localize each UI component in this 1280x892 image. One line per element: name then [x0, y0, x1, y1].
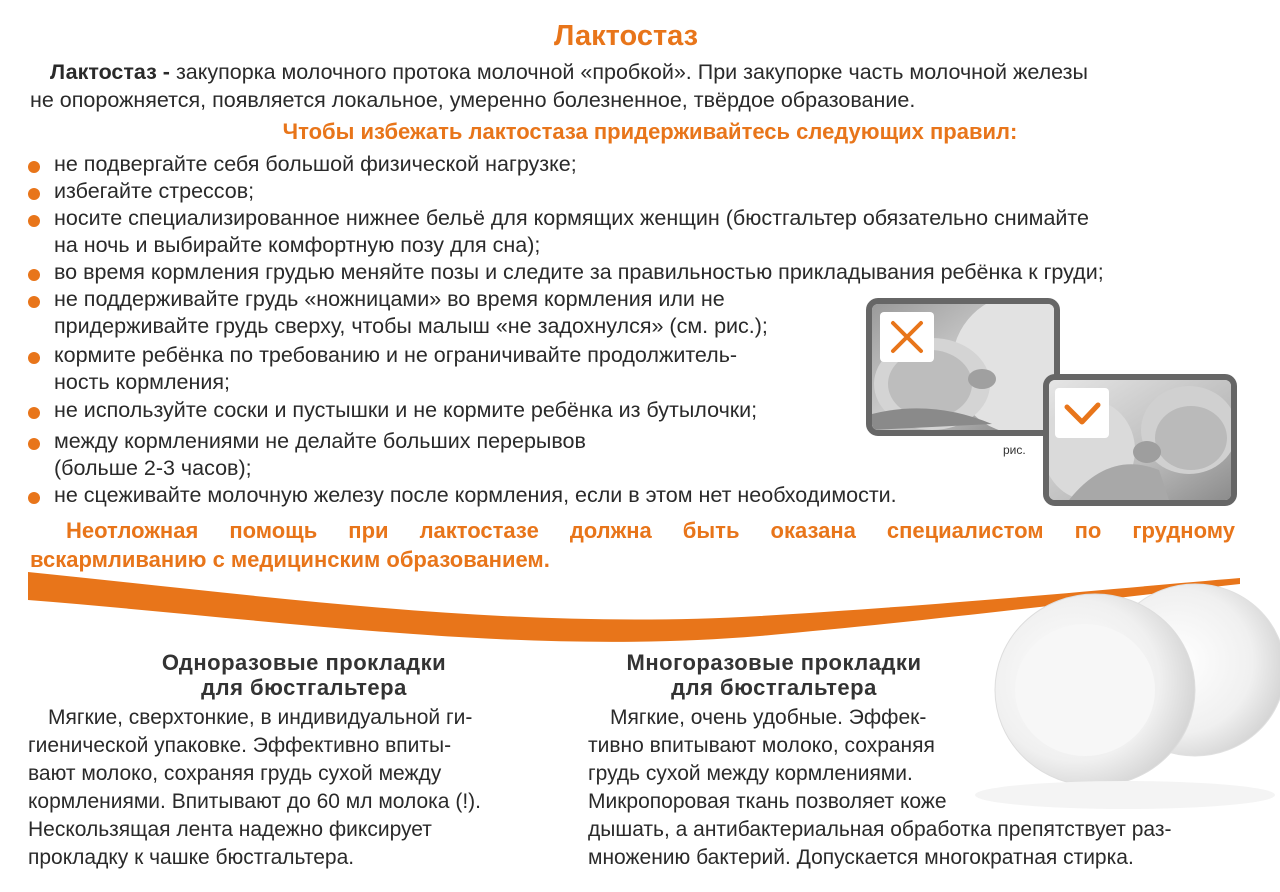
rule-text: не сцеживайте молочную железу после кормления, если в этом нет необходимости. — [54, 483, 897, 507]
reusable-description-line: тивно впитывают молоко, сохраняя — [588, 734, 935, 757]
photo-wrong-latch — [866, 298, 1060, 436]
disposable-description-line: гиенической упаковке. Эффективно впиты- — [28, 734, 452, 757]
intro-term: Лактостаз - — [50, 60, 170, 84]
bullet-dot-icon — [28, 492, 40, 504]
bullet-dot-icon — [28, 407, 40, 419]
urgent-line-1 — [30, 516, 1235, 545]
cross-icon — [887, 317, 927, 357]
urgent-word: быть — [682, 518, 740, 543]
bullet-dot-icon — [28, 161, 40, 173]
rule-text: во время кормления грудью меняйте позы и следите за правильностью прикладывания ребёнка к груди; — [54, 260, 1104, 284]
reusable-title-line-1: Многоразовые прокладки — [626, 650, 922, 675]
urgent-word: специалистом — [886, 518, 1044, 543]
intro-line-1-text: закупорка молочного протока молочной «пробкой». При закупорке часть молочной железы — [169, 60, 1088, 84]
reusable-description-line: Мягкие, очень удобные. Эффек- — [610, 706, 927, 729]
rule-text: не подвергайте себя большой физической нагрузке; — [54, 152, 577, 176]
rule-text: ность кормления; — [54, 370, 230, 394]
urgent-word: оказана — [770, 518, 856, 543]
page-title: Лактостаз — [553, 20, 699, 52]
disposable-title — [28, 650, 550, 700]
intro-line-2: не опорожняется, появляется локальное, умеренно болезненное, твёрдое образование. — [30, 88, 916, 112]
bullet-dot-icon — [28, 215, 40, 227]
urgent-word: Неотложная — [66, 518, 199, 543]
bullet-dot-icon — [28, 296, 40, 308]
disposable-description-line: Мягкие, сверхтонкие, в индивидуальной ги- — [48, 706, 473, 729]
rule-text: избегайте стрессов; — [54, 179, 255, 203]
urgent-word: при — [348, 518, 389, 543]
rule-text: (больше 2-3 часов); — [54, 456, 252, 480]
reusable-title-line-2: для бюстгальтера — [671, 675, 877, 700]
urgent-word: грудному — [1132, 518, 1235, 543]
bullet-dot-icon — [28, 188, 40, 200]
wrong-cross-badge — [880, 312, 934, 362]
rule-text: не поддерживайте грудь «ножницами» во время кормления или не — [54, 287, 725, 311]
disposable-title-line-2: для бюстгальтера — [201, 675, 407, 700]
disposable-description-line: прокладку к чашке бюстгальтера. — [28, 846, 355, 869]
disposable-description-line: кормлениями. Впитывают до 60 мл молока (!). — [28, 790, 481, 813]
urgent-word: лактостазе — [419, 518, 539, 543]
rule-text: кормите ребёнка по требованию и не ограничивайте продолжитель- — [54, 343, 738, 367]
disposable-description-line: Нескользящая лента надежно фиксирует — [28, 818, 432, 841]
bullet-dot-icon — [28, 352, 40, 364]
reusable-title — [588, 650, 960, 700]
urgent-word: помощь — [229, 518, 318, 543]
rule-text: придерживайте грудь сверху, чтобы малыш «не задохнулся» (см. рис.); — [54, 314, 768, 338]
urgent-line-2: вскармливанию с медицинским образованием. — [30, 547, 550, 572]
reusable-pads-section — [588, 650, 1233, 872]
reusable-description-line: дышать, а антибактериальная обработка препятствует раз- — [588, 818, 1172, 841]
reusable-description-line: множению бактерий. Допускается многократная стирка. — [588, 846, 1134, 869]
correct-check-badge — [1055, 388, 1109, 438]
intro-line-1 — [30, 58, 1245, 86]
reusable-description-line: Микропоровая ткань позволяет коже — [588, 790, 947, 813]
urgent-word: по — [1074, 518, 1102, 543]
rule-text: носите специализированное нижнее бельё для кормящих женщин (бюстгальтер обязательно снимайте — [54, 206, 1089, 230]
photo-correct-latch — [1043, 374, 1237, 506]
rules-heading: Чтобы избежать лактостаза придерживайтесь следующих правил: — [282, 119, 1018, 144]
disposable-pads-section — [28, 650, 550, 872]
reusable-description — [588, 704, 1233, 872]
disposable-title-line-1: Одноразовые прокладки — [161, 650, 447, 675]
bullet-dot-icon — [28, 269, 40, 281]
reusable-description-line: грудь сухой между кормлениями. — [588, 762, 913, 785]
rule-text: на ночь и выбирайте комфортную позу для сна); — [54, 233, 541, 257]
urgent-word: должна — [569, 518, 652, 543]
rule-text: не используйте соски и пустышки и не кормите ребёнка из бутылочки; — [54, 398, 758, 422]
check-icon — [1062, 393, 1102, 433]
figure-caption: рис. — [1003, 443, 1026, 457]
rule-text: между кормлениями не делайте больших перерывов — [54, 429, 586, 453]
disposable-description-line: вают молоко, сохраняя грудь сухой между — [28, 762, 442, 785]
intro-paragraph — [30, 58, 1245, 114]
disposable-description — [28, 704, 550, 872]
bullet-dot-icon — [28, 438, 40, 450]
